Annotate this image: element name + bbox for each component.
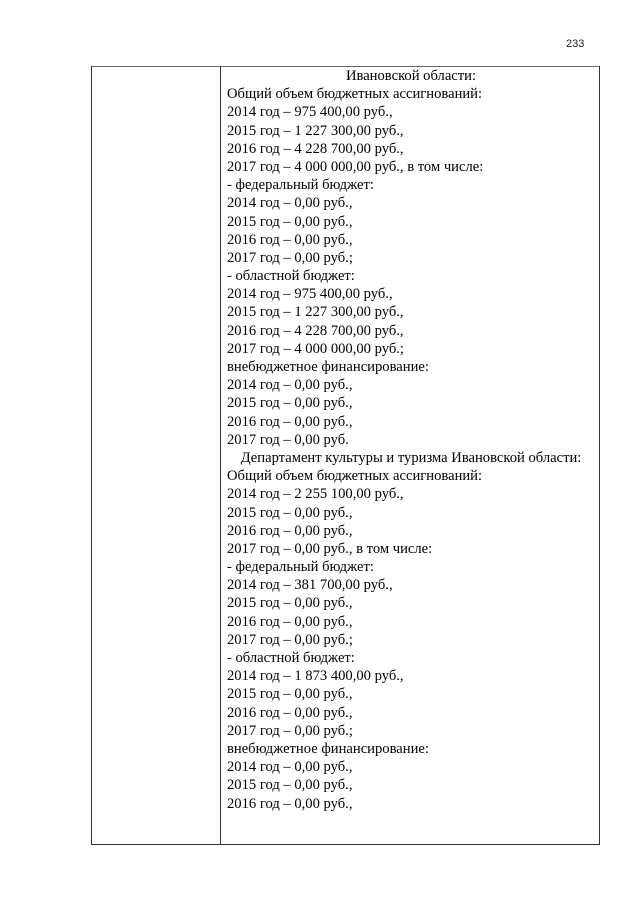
text-line: 2015 год – 0,00 руб.,	[227, 595, 353, 612]
text-line: Департамент культуры и туризма Ивановской области:	[240, 449, 582, 466]
text-line: 2015 год – 0,00 руб.,	[227, 395, 353, 412]
text-line: внебюджетное финансирование:	[227, 359, 429, 375]
text-line: Ивановской области:	[345, 68, 477, 84]
text-line: 2017 год – 4 000 000,00 руб.;	[227, 340, 404, 357]
text-line: 2016 год – 0,00 руб.,	[227, 704, 353, 721]
text-line: 2016 год – 0,00 руб.,	[227, 522, 353, 539]
text-line: 2015 год – 0,00 руб.,	[227, 777, 353, 794]
text-line: 2014 год – 0,00 руб.,	[227, 195, 353, 212]
text-line: - областной бюджет:	[227, 268, 355, 285]
right-column-cell	[221, 67, 599, 844]
text-line: Общий объем бюджетных ассигнований:	[227, 468, 483, 485]
text-line: 2015 год – 1 227 300,00 руб.,	[227, 304, 404, 321]
budget-table	[91, 66, 600, 845]
text-line: внебюджетное финансирование:	[227, 740, 429, 757]
text-line: 2014 год – 1 873 400,00 руб.,	[227, 668, 404, 685]
text-line: 2015 год – 0,00 руб.,	[227, 686, 353, 703]
text-line: 2017 год – 0,00 руб.	[227, 431, 349, 448]
text-line: 2017 год – 0,00 руб.;	[227, 631, 353, 648]
text-line: 2014 год – 381 700,00 руб.,	[227, 577, 393, 594]
text-line: 2014 год – 0,00 руб.,	[227, 759, 353, 776]
text-line: 2015 год – 0,00 руб.,	[227, 213, 353, 230]
text-line: 2016 год – 0,00 руб.,	[227, 795, 353, 812]
text-line: 2014 год – 975 400,00 руб.,	[227, 286, 393, 303]
text-line: 2017 год – 4 000 000,00 руб., в том числе:	[227, 158, 484, 175]
text-line: 2014 год – 2 255 100,00 руб.,	[227, 486, 404, 503]
text-line: 2017 год – 0,00 руб., в том числе:	[227, 540, 433, 557]
text-line: 2015 год – 0,00 руб.,	[227, 504, 353, 521]
text-line: 2015 год – 1 227 300,00 руб.,	[227, 122, 404, 139]
text-line: 2017 год – 0,00 руб.;	[227, 722, 353, 739]
text-line: 2016 год – 0,00 руб.,	[227, 613, 353, 630]
text-line: 2014 год – 975 400,00 руб.,	[227, 104, 393, 121]
page-number: 233	[566, 38, 585, 50]
text-line: Общий объем бюджетных ассигнований:	[227, 86, 483, 103]
left-column-cell	[92, 66, 221, 844]
text-line: 2017 год – 0,00 руб.;	[227, 249, 353, 266]
text-line: 2016 год – 0,00 руб.,	[227, 413, 353, 430]
text-line: 2016 год – 4 228 700,00 руб.,	[227, 322, 404, 339]
text-line: 2014 год – 0,00 руб.,	[227, 377, 353, 394]
text-line: - федеральный бюджет:	[227, 177, 374, 194]
text-line: - федеральный бюджет:	[227, 559, 374, 576]
text-line: 2016 год – 4 228 700,00 руб.,	[227, 140, 404, 157]
text-line: - областной бюджет:	[227, 650, 355, 666]
text-line: 2016 год – 0,00 руб.,	[227, 231, 353, 248]
